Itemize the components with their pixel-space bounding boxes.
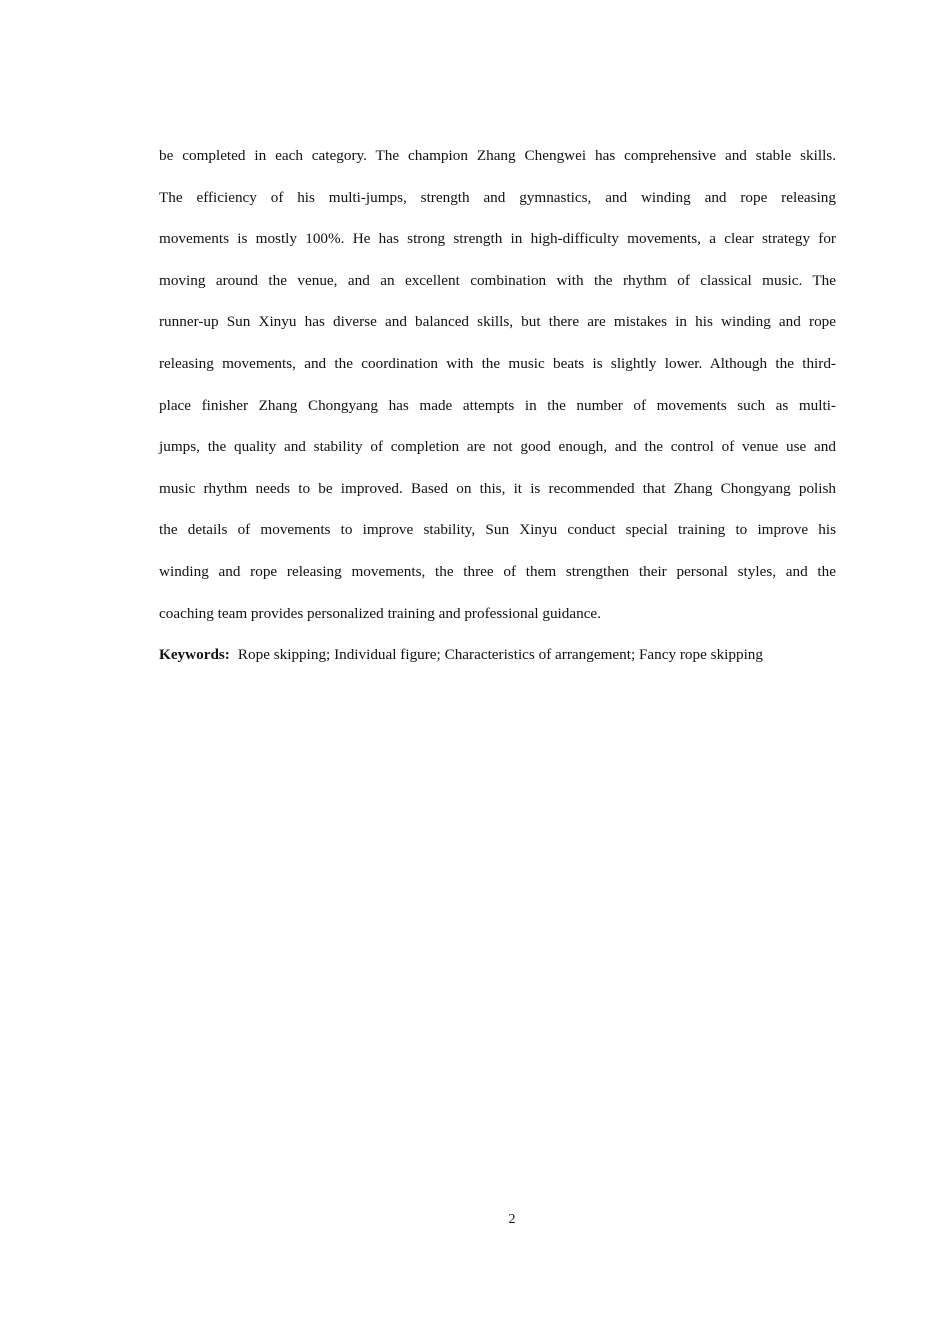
body-line: releasing movements, and the coordination with the music beats is slightly lower. Although the third- [159,354,836,372]
body-line: the details of movements to improve stability, Sun Xinyu conduct special training to improve his [159,521,836,539]
body-line: be completed in each category. The champion Zhang Chengwei has comprehensive and stable skills. [159,147,836,164]
abstract-text [159,146,836,669]
body-line: moving around the venue, and an excellent combination with the rhythm of classical music. The [159,271,836,289]
body-line: music rhythm needs to be improved. Based on this, it is recommended that Zhang Chongyang polish [159,479,836,497]
body-line: runner-up Sun Xinyu has diverse and balanced skills, but there are mistakes in his winding and rope [159,313,836,331]
keywords [159,645,836,669]
body-line: jumps, the quality and stability of completion are not good enough, and the control of venue use and [159,438,836,456]
body-line: The efficiency of his multi-jumps, strength and gymnastics, and winding and rope releasing [159,188,836,206]
page-number: 2 [508,1212,516,1227]
body-line: winding and rope releasing movements, the three of them strengthen their personal styles, and the [159,562,836,580]
keywords-text: Rope skipping; Individual figure; Characteristics of arrangement; Fancy rope skipping [237,646,763,664]
body-line: movements is mostly 100%. He has strong strength in high-difficulty movements, a clear strategy for [159,230,836,248]
keywords-label: Keywords: [159,646,230,664]
body-line: coaching team provides personalized training and professional guidance. [159,604,601,622]
body-line: place finisher Zhang Chongyang has made attempts in the number of movements such as multi- [159,396,836,414]
